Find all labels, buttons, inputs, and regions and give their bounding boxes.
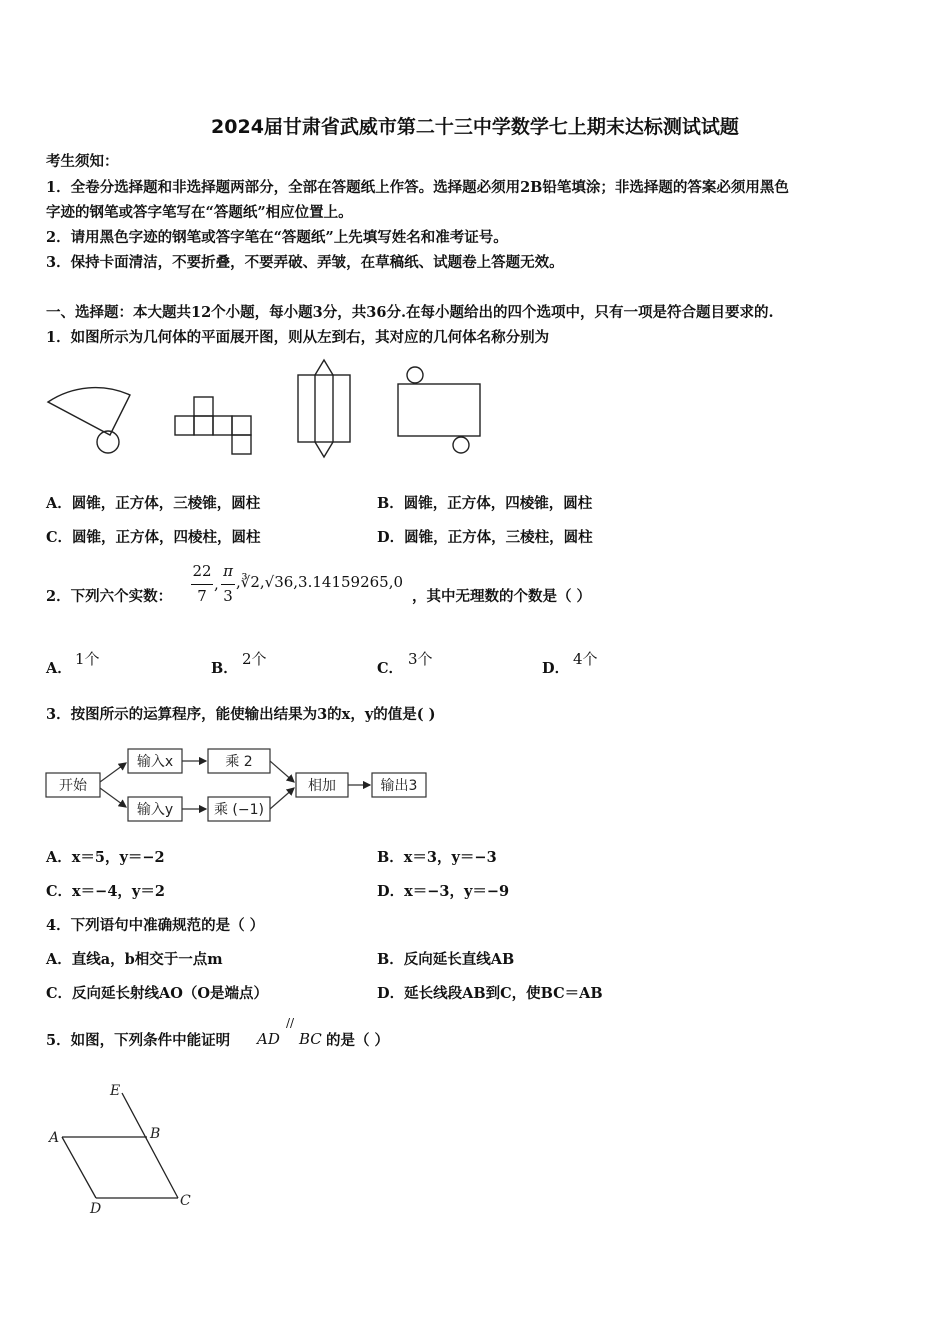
q1-stem: 1．如图所示为几何体的平面展开图，则从左到右，其对应的几何体名称分别为: [46, 329, 550, 346]
q2-option-b[interactable]: 2个: [242, 650, 267, 668]
q1-option-a[interactable]: A．圆锥，正方体，三棱锥，圆柱: [46, 495, 261, 512]
q1-option-c[interactable]: C．圆锥，正方体，四棱柱，圆柱: [46, 529, 261, 546]
q3-option-b[interactable]: B．x＝3，y＝−3: [377, 849, 497, 866]
cone-sector-icon: [48, 388, 130, 435]
q2-fraction-1-denominator: 7: [197, 587, 207, 605]
segment-ad: [62, 1137, 96, 1198]
flow-output-label: 输出3: [380, 778, 418, 794]
q2-option-a[interactable]: 1个: [75, 650, 100, 668]
q3-stem: 3．按图所示的运算程序，能使输出结果为3的x，y的值是( ): [46, 706, 436, 723]
q2-option-c[interactable]: 3个: [408, 650, 433, 668]
q4-option-a[interactable]: A．直线a，b相交于一点m: [46, 951, 223, 968]
q3-option-d[interactable]: D．x＝−3，y＝−9: [377, 883, 510, 900]
q2-fraction-2-denominator: 3: [223, 587, 233, 605]
point-b-label: B: [150, 1126, 161, 1142]
q5-parallelogram-figure: [0, 1075, 220, 1225]
notice-line-3: 3．保持卡面清洁，不要折叠，不要弄破、弄皱，在草稿纸、试题卷上答题无效。: [46, 254, 564, 271]
q2-fraction-1-bar: [191, 584, 213, 585]
q5-ad: AD: [257, 1030, 280, 1048]
q2-option-a-label[interactable]: A．: [46, 660, 72, 677]
notice-line-1b: 字迹的钢笔或答字笔写在“答题纸”相应位置上。: [46, 204, 353, 221]
exam-page: 2024届甘肃省武威市第二十三中学数学七上期末达标测试试题 考生须知： 1．全卷分选择题和非选择题两部分，全部在答题纸上作答。选择题必须用2B铅笔填涂；非选择题的答案必须用黑色 字迹的钢笔或答字笔写在“答题纸”相应位置上。 2．请用黑色字迹的钢笔或答字笔在“答题纸”上先填写姓名和准考证号。 3．保持卡面清洁，不要折叠，不要弄破、弄皱，在草稿纸、试题卷上答题无效。 一、选择题：本大题共12个小题，每小题3分，共36分.在每小题给出的四个选项中，只有一项是符合题目要求的. 1．如图所示为几何体的平面展开图，则从左到右，其对应的几何体名称分别为 A．圆锥，正方体，三棱锥，圆柱 B．圆锥，正方体，四棱锥，圆柱 C．圆锥，正方体，四棱柱，圆柱 D．圆锥，正方体，三棱柱，圆柱 2．下列六个实数： 22 7 , π 3 ,∛2,√36,3.14159265,0 ，其中无理数的个数是（ ） A． 1个 B． 2个 C． 3个 D． 4个 3．按图所示的运算程序，能使输出结果为3的x，y的值是( ) 开始 输入x 乘 2 输入y 乘 (−1) 相加 输出3 A．x＝5，y＝−2 B．x＝3，y＝−3 C．x＝−4，y＝2 D．x＝−3，y＝−9 4．下列语句中准确规范的是（ ） A．直线a，b相交于一点m B．反向延长直线AB C．反向延长射线AO（O是端点） D．延长线段AB到C，使BC＝AB 5．如图，下列条件中能证明 AD // BC 的是（ ） E A B D C: [0, 0, 950, 1344]
q2-option-b-label[interactable]: B．: [211, 660, 238, 677]
flow-input-y-label: 输入y: [136, 802, 174, 818]
q1-option-b[interactable]: B．圆锥，正方体，四棱锥，圆柱: [377, 495, 593, 512]
q4-option-d[interactable]: D．延长线段AB到C，使BC＝AB: [377, 985, 603, 1002]
flow-add-label: 相加: [308, 778, 336, 794]
q1-option-d[interactable]: D．圆锥，正方体，三棱柱，圆柱: [377, 529, 593, 546]
page-title: 2024届甘肃省武威市第二十三中学数学七上期末达标测试试题: [211, 116, 739, 138]
q4-option-b[interactable]: B．反向延长直线AB: [377, 951, 515, 968]
point-d-label: D: [90, 1201, 102, 1217]
q3-option-c[interactable]: C．x＝−4，y＝2: [46, 883, 165, 900]
section-heading: 一、选择题：本大题共12个小题，每小题3分，共36分.在每小题给出的四个选项中，只有一项是符合题目要求的.: [46, 304, 774, 321]
q1-nets-figure: [0, 355, 520, 465]
q5-stem-prefix: 5．如图，下列条件中能证明: [46, 1032, 231, 1049]
flow-start-label: 开始: [59, 778, 87, 794]
flow-times2-label: 乘 2: [225, 754, 253, 770]
q2-fraction-1-numerator: 22: [192, 562, 212, 580]
q2-option-d[interactable]: 4个: [573, 650, 598, 668]
notice-heading: 考生须知：: [46, 153, 119, 170]
flow-times-neg1-label: 乘 (−1): [213, 802, 265, 818]
flow-input-x-label: 输入x: [136, 754, 174, 770]
q2-option-d-label[interactable]: D．: [542, 660, 570, 677]
q2-suffix: ，其中无理数的个数是（ ）: [412, 588, 592, 605]
point-a-label: A: [49, 1130, 60, 1146]
q5-parallel-symbol: //: [286, 1016, 295, 1030]
point-e-label: E: [110, 1083, 121, 1099]
q2-prefix: 2．下列六个实数：: [46, 588, 173, 605]
point-c-label: C: [180, 1193, 191, 1209]
q3-option-a[interactable]: A．x＝5，y＝−2: [46, 849, 165, 866]
q2-option-c-label[interactable]: C．: [377, 660, 404, 677]
q4-option-c[interactable]: C．反向延长射线AO（O是端点）: [46, 985, 269, 1002]
q2-remaining-numbers: ,∛2,√36,3.14159265,0: [236, 573, 404, 591]
q5-bc: BC: [299, 1030, 322, 1048]
q3-flowchart: [0, 740, 440, 830]
notice-line-2: 2．请用黑色字迹的钢笔或答字笔在“答题纸”上先填写姓名和准考证号。: [46, 229, 508, 246]
q2-fraction-2-bar: [221, 584, 235, 585]
segment-ec: [122, 1093, 178, 1198]
q5-stem-suffix: 的是（ ）: [326, 1032, 390, 1049]
q2-fraction-2-numerator: π: [223, 562, 233, 580]
notice-line-1a: 1．全卷分选择题和非选择题两部分，全部在答题纸上作答。选择题必须用2B铅笔填涂；非选择题的答案必须用黑色: [46, 179, 789, 196]
q4-stem: 4．下列语句中准确规范的是（ ）: [46, 917, 265, 934]
